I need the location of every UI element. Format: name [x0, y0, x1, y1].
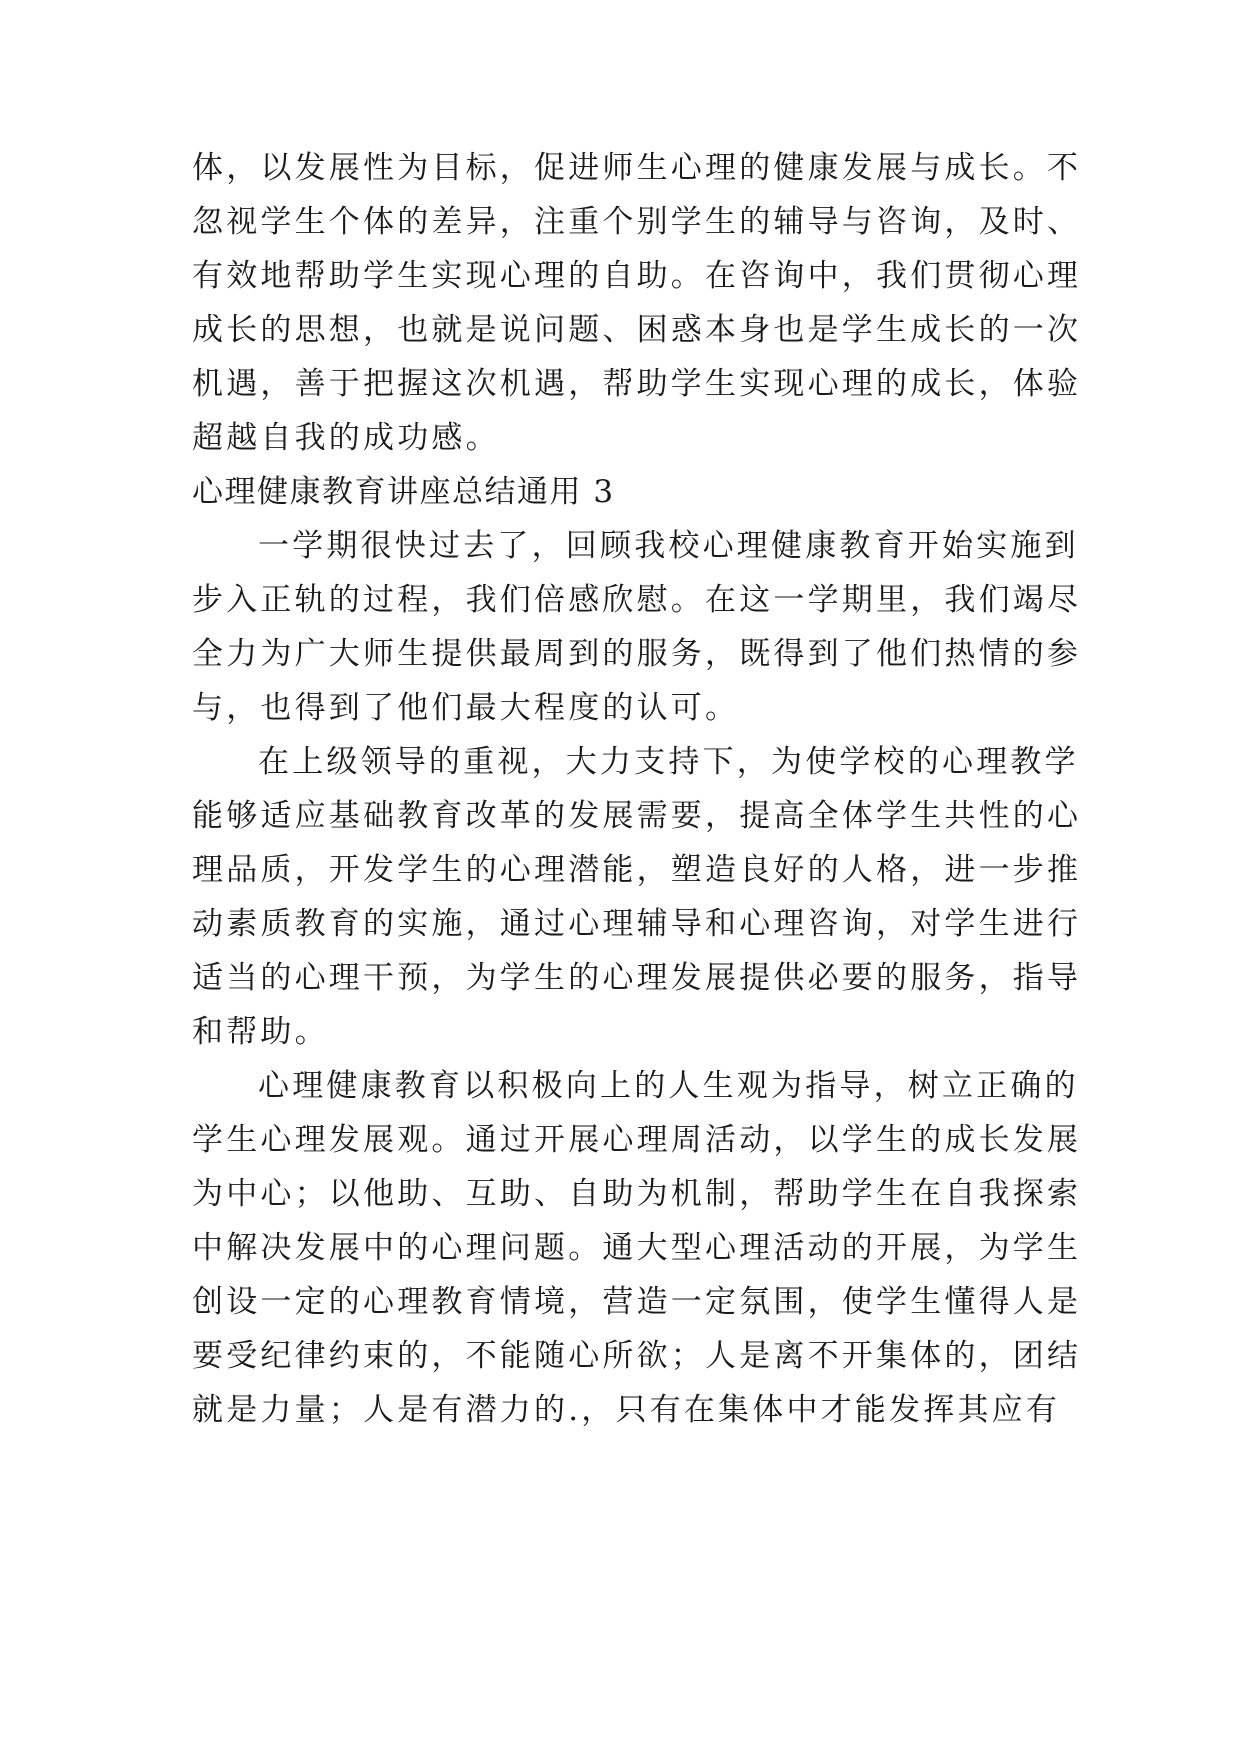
text-line: 在上级领导的重视，大力支持下，为使学校的心理教学 — [258, 744, 1079, 780]
text-line: 创设一定的心理教育情境，营造一定氛围，使学生懂得人是 — [192, 1284, 1082, 1320]
text-line: 中解决发展中的心理问题。通大型心理活动的开展，为学生 — [192, 1230, 1082, 1266]
text-line: 一学期很快过去了，回顾我校心理健康教育开始实施到 — [258, 528, 1079, 564]
section-heading: 心理健康教育讲座总结通用 3 — [192, 474, 615, 510]
text-line: 就是力量；人是有潜力的.，只有在集体中才能发挥其应有 — [192, 1392, 1061, 1428]
text-line: 成长的思想，也就是说问题、困惑本身也是学生成长的一次 — [192, 312, 1082, 348]
text-line: 能够适应基础教育改革的发展需要，提高全体学生共性的心 — [192, 798, 1082, 834]
text-line: 适当的心理干预，为学生的心理发展提供必要的服务，指导 — [192, 960, 1082, 996]
text-line: 超越自我的成功感。 — [192, 420, 500, 456]
text-line: 学生心理发展观。通过开展心理周活动，以学生的成长发展 — [192, 1122, 1082, 1158]
text-line: 忽视学生个体的差异，注重个别学生的辅导与咨询，及时、 — [192, 204, 1082, 240]
text-line: 机遇，善于把握这次机遇，帮助学生实现心理的成长，体验 — [192, 366, 1082, 402]
text-line: 动素质教育的实施，通过心理辅导和心理咨询，对学生进行 — [192, 906, 1082, 942]
text-line: 有效地帮助学生实现心理的自助。在咨询中，我们贯彻心理 — [192, 258, 1082, 294]
text-line: 为中心；以他助、互助、自助为机制，帮助学生在自我探索 — [192, 1176, 1082, 1212]
text-line: 与，也得到了他们最大程度的认可。 — [192, 690, 740, 726]
text-line: 全力为广大师生提供最周到的服务，既得到了他们热情的参 — [192, 636, 1082, 672]
text-line: 理品质，开发学生的心理潜能，塑造良好的人格，进一步推 — [192, 852, 1082, 888]
text-line: 体，以发展性为目标，促进师生心理的健康发展与成长。不 — [192, 150, 1082, 186]
text-line: 和帮助。 — [192, 1014, 329, 1050]
text-line: 心理健康教育以积极向上的人生观为指导，树立正确的 — [258, 1068, 1079, 1104]
text-line: 步入正轨的过程，我们倍感欣慰。在这一学期里，我们竭尽 — [192, 582, 1082, 618]
text-line: 要受纪律约束的，不能随心所欲；人是离不开集体的，团结 — [192, 1338, 1082, 1374]
